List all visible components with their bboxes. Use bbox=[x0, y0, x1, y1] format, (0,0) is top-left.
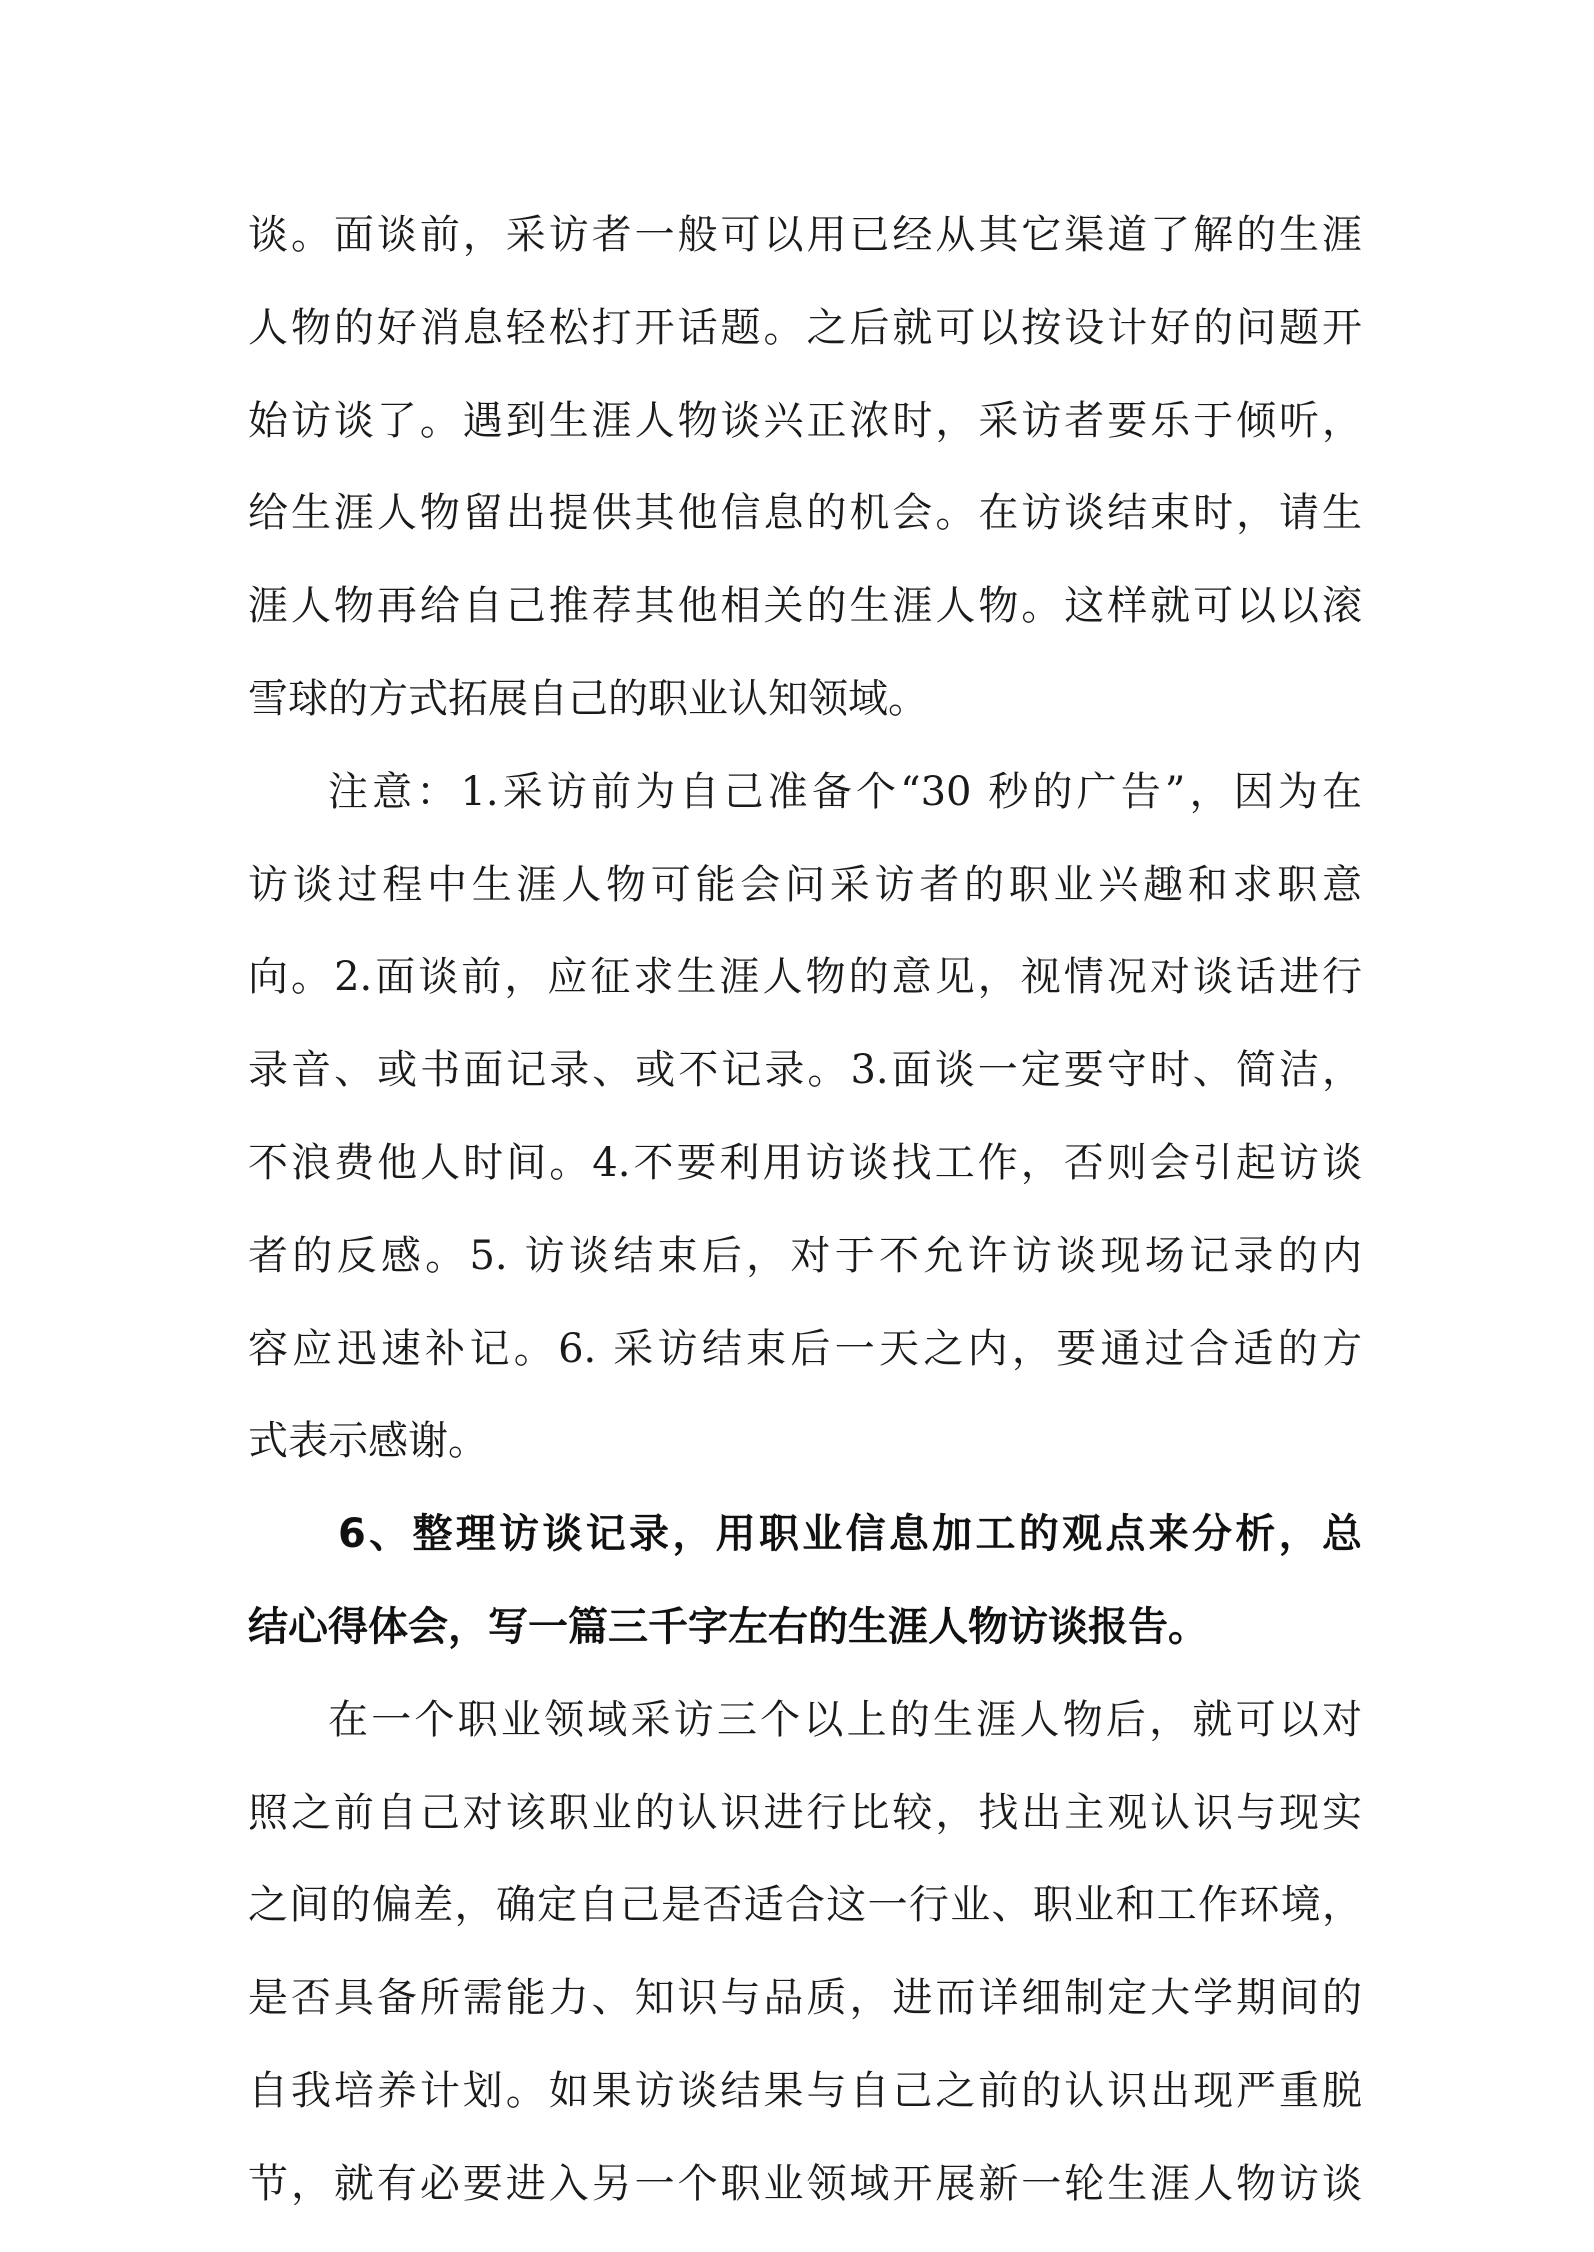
heading-line: 6、整理访谈记录，用职业信息加工的观点来分析，总 bbox=[338, 1511, 1362, 1558]
text-line: 照之前自己对该职业的认识进行比较，找出主观认识与现实 bbox=[248, 1789, 1362, 1836]
text-line: 在一个职业领域采访三个以上的生涯人物后，就可以对 bbox=[328, 1696, 1362, 1743]
text-line: 涯人物再给自己推荐其他相关的生涯人物。这样就可以以滚 bbox=[248, 583, 1362, 630]
text-line: 节，就有必要进入另一个职业领域开展新一轮生涯人物访谈 bbox=[248, 2160, 1362, 2207]
text-line: 是否具备所需能力、知识与品质，进而详细制定大学期间的 bbox=[248, 1975, 1362, 2022]
text-line: 谈。面谈前，采访者一般可以用已经从其它渠道了解的生涯 bbox=[248, 212, 1362, 258]
text-line: 式表示感谢。 bbox=[248, 1418, 488, 1465]
text-line: 者的反感。5. 访谈结束后，对于不允许访谈现场记录的内 bbox=[248, 1232, 1362, 1279]
text-line: 录音、或书面记录、或不记录。3.面谈一定要守时、简洁， bbox=[248, 1047, 1362, 1094]
text-line: 给生涯人物留出提供其他信息的机会。在访谈结束时，请生 bbox=[248, 490, 1362, 537]
text-line: 自我培养计划。如果访谈结果与自己之前的认识出现严重脱 bbox=[248, 2067, 1362, 2114]
paragraph-analysis bbox=[248, 1690, 1362, 2247]
section-heading-6 bbox=[248, 1504, 1362, 1690]
text-line: 不浪费他人时间。4.不要利用访谈找工作，否则会引起访谈 bbox=[248, 1139, 1362, 1186]
paragraph-notes bbox=[248, 762, 1362, 1504]
document-body bbox=[248, 205, 1362, 2247]
text-line: 雪球的方式拓展自己的职业认知领域。 bbox=[248, 675, 928, 722]
text-line: 访谈过程中生涯人物可能会问采访者的职业兴趣和求职意 bbox=[248, 861, 1362, 908]
text-line: 向。2.面谈前，应征求生涯人物的意见，视情况对谈话进行 bbox=[248, 954, 1362, 1001]
text-line: 人物的好消息轻松打开话题。之后就可以按设计好的问题开 bbox=[248, 304, 1362, 351]
text-line: 始访谈了。遇到生涯人物谈兴正浓时，采访者要乐于倾听， bbox=[248, 397, 1362, 444]
text-line: 注意：1.采访前为自己准备个“30 秒的广告”，因为在 bbox=[328, 768, 1362, 815]
paragraph-interview-process bbox=[248, 205, 1362, 762]
heading-line: 结心得体会，写一篇三千字左右的生涯人物访谈报告。 bbox=[248, 1603, 1208, 1650]
text-line: 容应迅速补记。6. 采访结束后一天之内，要通过合适的方 bbox=[248, 1325, 1362, 1372]
text-line: 之间的偏差，确定自己是否适合这一行业、职业和工作环境， bbox=[248, 1882, 1362, 1929]
